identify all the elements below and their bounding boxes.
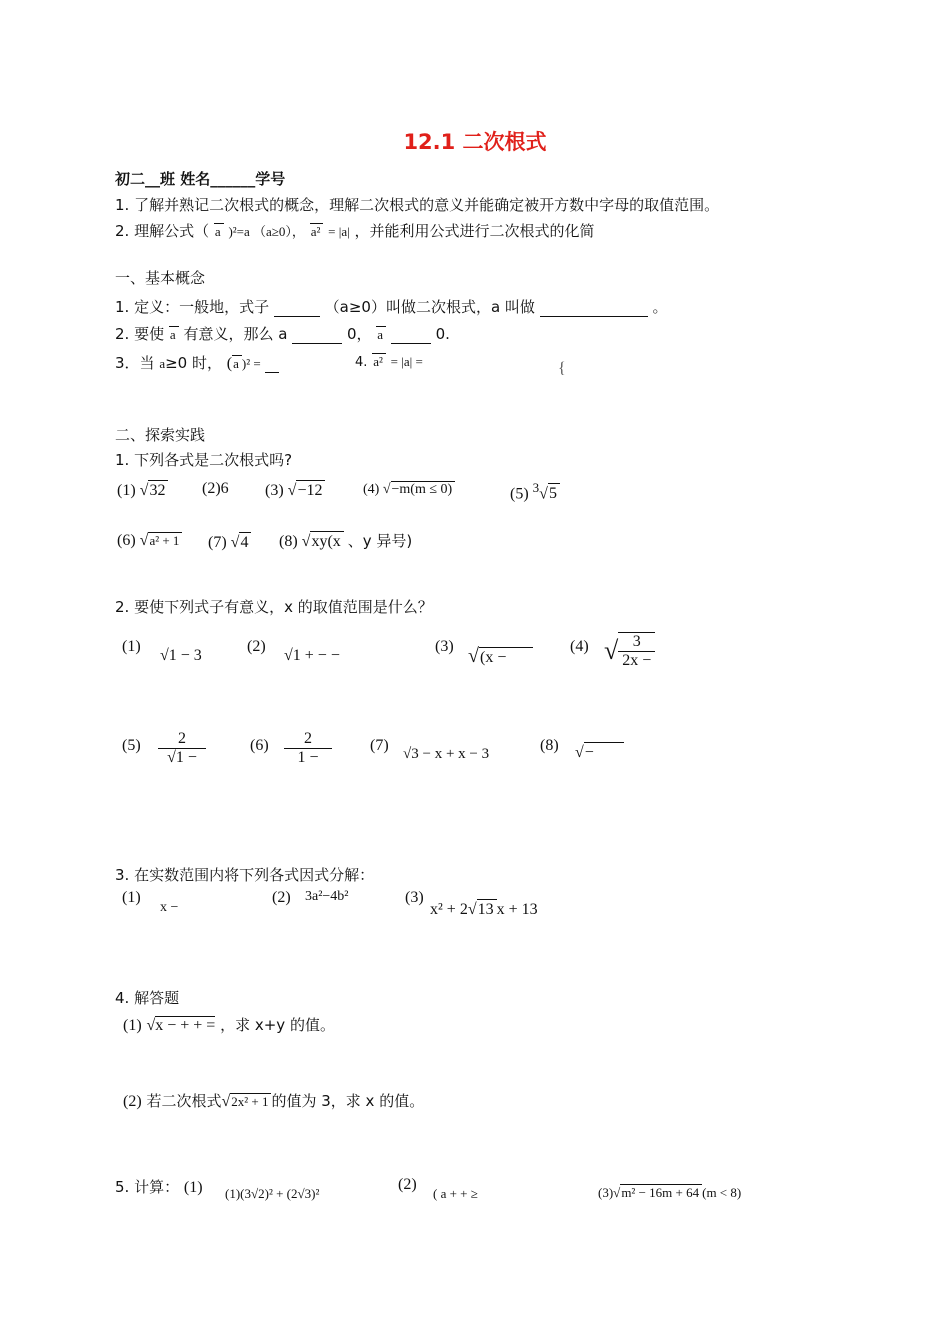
p2-label-3: (3)	[435, 638, 454, 655]
expr-text: 1 + − −	[292, 647, 340, 664]
root-index: 3	[532, 480, 540, 495]
problem-2-question: 2. 要使下列式子有意义，x 的取值范围是什么？	[115, 598, 433, 616]
denominator: 2x −	[622, 652, 652, 669]
section-2-heading: 二、探索实践	[115, 426, 206, 444]
item-label: (8)	[279, 533, 298, 550]
p2-expr-8: √−	[575, 742, 624, 762]
student-info-line: 初二__班 姓名______学号	[115, 170, 286, 188]
p2-expr-3: √(x −	[468, 645, 533, 668]
expr-text: 1 − 3	[168, 647, 202, 664]
expr-text: 3 − x + x − 3	[411, 746, 490, 762]
numerator: 3	[618, 633, 655, 652]
q3-condition: ≥0 时，	[165, 354, 222, 372]
item-label: (6)	[117, 532, 136, 549]
q2-mid: 有意义，那么 a	[183, 325, 288, 343]
expr-text: x − + + =	[155, 1017, 216, 1034]
page-title: 12.1 二次根式	[403, 130, 547, 154]
p3-expr-2: 3a²−4b²	[305, 889, 349, 904]
answer-blank[interactable]	[292, 325, 342, 344]
objective-2-suffix: ，并能利用公式进行二次根式的化简	[354, 222, 595, 240]
sqrt-a-squared: a²	[310, 223, 324, 240]
concept-q3: 3．当 a≥0 时， (a )² =	[115, 352, 279, 373]
q3-prefix: 3．当	[115, 354, 155, 372]
problem-4-heading: 4. 解答题	[115, 989, 180, 1007]
p2-label-1: (1)	[122, 638, 141, 655]
radicand: 2x² + 1	[230, 1093, 271, 1110]
q1-prefix: 1. 定义：一般地，式子	[115, 298, 270, 316]
brace-icon: {	[558, 360, 566, 377]
numerator: 2	[158, 730, 206, 749]
radicand: −12	[296, 480, 325, 500]
expr-text: (m < 8)	[702, 1185, 742, 1200]
radicand: 4	[239, 532, 251, 552]
q1-condition: （a≥0）叫做二次根式，a 叫做	[324, 298, 535, 316]
p3-expr-3: x² + 2√13 x + 13	[430, 901, 538, 918]
numerator: 2	[284, 730, 332, 749]
q-label: (1)	[183, 1179, 203, 1196]
p2-label-4: (4)	[570, 638, 589, 655]
item-label: (3)	[265, 482, 284, 499]
p1-item-7: (7) √4	[208, 532, 251, 552]
p3-label-2: (2)	[272, 889, 291, 906]
p2-label-8: (8)	[540, 737, 559, 754]
radicand: −m(m ≤ 0)	[391, 481, 456, 499]
p1-item-8: (8) √xy(x 、y 异号)	[279, 532, 413, 550]
denominator: 1 −	[297, 749, 319, 766]
answer-blank[interactable]	[274, 298, 320, 317]
radicand: 5	[548, 483, 560, 503]
concept-q2	[115, 323, 450, 344]
p4-q2: (2) 若二次根式√2x² + 1 的值为 3，求 x 的值。	[123, 1092, 425, 1110]
p2-label-7: (7)	[370, 737, 389, 754]
p4-q1: (1) √x − + + = ，求 x+y 的值。	[123, 1016, 335, 1034]
p1-item-6: (6) √a² + 1	[117, 532, 182, 550]
item-8-tail: 、y 异号)	[347, 532, 413, 550]
sqrt-a-radical: a	[214, 223, 224, 240]
concept-q4	[355, 352, 423, 370]
problem-1-question: 1. 下列各式是二次根式吗?	[115, 451, 293, 469]
q-tail: 的值为 3，求 x 的值。	[271, 1092, 425, 1110]
answer-blank[interactable]	[540, 298, 648, 317]
objective-2	[115, 220, 595, 241]
p3-label-1: (1)	[122, 889, 141, 906]
item-label: (1)	[117, 482, 136, 499]
problem-3-question: 3. 在实数范围内将下列各式因式分解：	[115, 866, 375, 884]
p1-item-3: (3) √−12	[265, 480, 325, 500]
radicand: a² + 1	[148, 532, 182, 549]
p1-item-1: (1) √32	[117, 480, 168, 500]
heading-text: 5. 计算：	[115, 1178, 180, 1196]
p2-label-2: (2)	[247, 638, 266, 655]
section-1-heading: 一、基本概念	[115, 269, 206, 287]
q2-end: 0.	[435, 325, 450, 343]
item-label: (4)	[363, 482, 380, 497]
p2-expr-7: √3 − x + x − 3	[403, 746, 490, 762]
p2-expr-1: √1 − 3	[160, 647, 202, 664]
sqrt-a-squared: a²	[372, 353, 386, 370]
answer-blank[interactable]	[391, 325, 431, 344]
expr-text: x + 13	[496, 901, 538, 918]
p5-expr-3: (3)√m² − 16m + 64 (m < 8)	[598, 1185, 742, 1200]
radicand: xy(x	[310, 531, 343, 551]
denominator: √1 −	[167, 749, 197, 766]
p1-item-2: (2)6	[202, 480, 229, 497]
expr-text: (x −	[479, 647, 533, 667]
q4-formula: = |a| =	[390, 354, 423, 369]
answer-blank[interactable]	[265, 354, 279, 373]
sqrt-a-radical: a	[169, 326, 179, 343]
p2-expr-5	[158, 730, 206, 767]
q2-mid2: 0，	[346, 325, 372, 343]
p2-expr-6	[284, 730, 332, 767]
item-label: (5)	[510, 485, 529, 503]
p1-item-5: (5) $^3$√5	[510, 480, 560, 504]
q4-prefix: 4.	[355, 355, 368, 370]
q-prefix: 若二次根式	[146, 1092, 222, 1110]
p2-expr-4: √ $\frac{3}{2x -}$	[604, 632, 655, 670]
p3-label-3: (3)	[405, 889, 424, 906]
objective-2-prefix: 2. 理解公式（	[115, 222, 210, 240]
problem-5-heading	[115, 1176, 203, 1197]
p5-label-2: (2)	[398, 1176, 417, 1193]
p5-expr-1: (1)(3√2)² + (2√3)²	[225, 1186, 320, 1201]
p2-label-6: (6)	[250, 737, 269, 754]
q-label: (3)	[598, 1185, 614, 1200]
item-label: (7)	[208, 534, 227, 551]
p5-expr-2: ( a + + ≥	[433, 1186, 478, 1201]
objective-1: 1. 了解并熟记二次根式的概念，理解二次根式的意义并能确定被开方数中字母的取值范围。	[115, 196, 720, 214]
q-label: (2)	[123, 1093, 142, 1110]
q3-formula: )² =	[241, 356, 261, 371]
sqrt-a-radical: a	[376, 326, 386, 343]
expr-text: −	[584, 742, 624, 762]
formula-abs: = |a|	[328, 224, 350, 239]
q2-prefix: 2. 要使	[115, 325, 165, 343]
q1-end: 。	[652, 298, 668, 316]
radicand: m² − 16m + 64	[620, 1184, 702, 1201]
radicand: 32	[148, 480, 168, 500]
p2-label-5: (5)	[122, 737, 141, 754]
sqrt-a-radical: a	[232, 355, 242, 372]
q-tail: ，求 x+y 的值。	[220, 1016, 335, 1034]
p3-expr-1: x −	[160, 900, 179, 915]
radicand: 13	[477, 899, 497, 919]
p2-expr-2: √1 + − −	[284, 647, 340, 664]
concept-q1	[115, 296, 668, 317]
formula-square: )²=a （a≥0），	[228, 224, 305, 239]
expr-text: 1 −	[175, 749, 197, 766]
p1-item-4: (4) √−m(m ≤ 0)	[363, 481, 455, 499]
expr-text: x² + 2	[430, 901, 468, 918]
q-label: (1)	[123, 1017, 142, 1034]
